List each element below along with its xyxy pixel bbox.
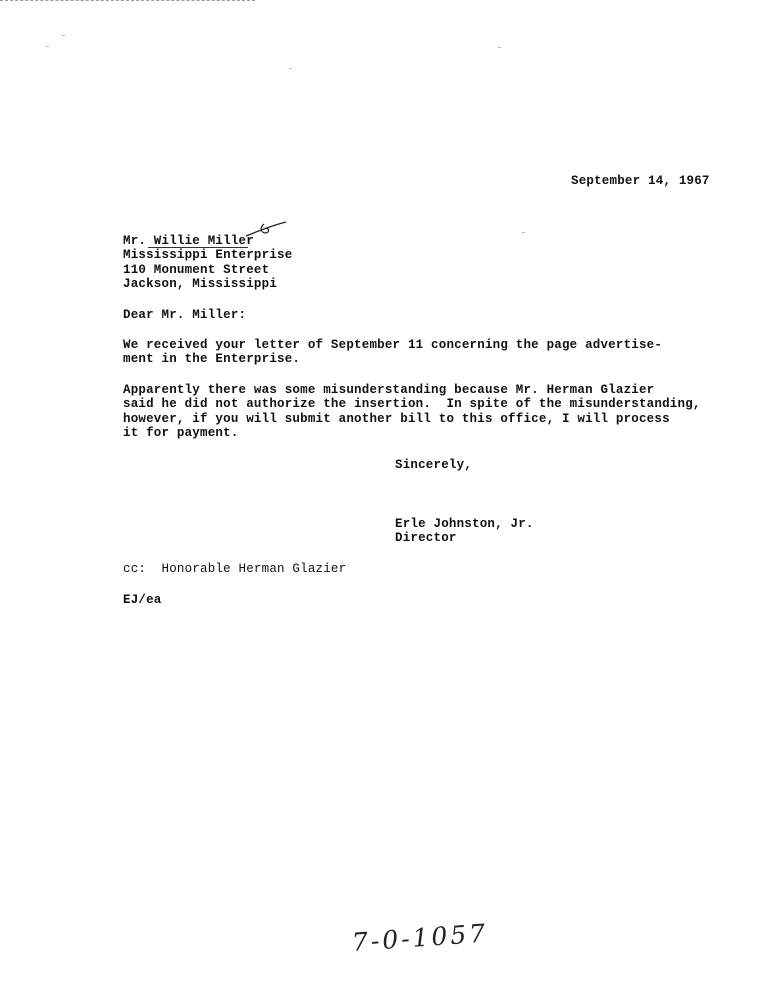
paper-speck <box>62 35 65 36</box>
letter-date: September 14, 1967 <box>571 174 710 188</box>
top-edge-dashes <box>0 0 255 3</box>
paragraph-1-line: We received your letter of September 11 concerning the page advertise- <box>123 338 663 352</box>
signer-name: Erle Johnston, Jr. <box>395 517 534 531</box>
typist-initials: EJ/ea <box>123 593 162 607</box>
paragraph-2-line: Apparently there was some misunderstanding because Mr. Herman Glazier <box>123 383 655 397</box>
salutation: Dear Mr. Miller: <box>123 308 247 322</box>
cc-line: cc: Honorable Herman Glazier <box>123 562 347 576</box>
paragraph-1-line: ment in the Enterprise. <box>123 352 301 366</box>
recipient-street: 110 Monument Street <box>123 263 270 277</box>
paper-speck <box>522 232 525 233</box>
paper-speck <box>46 46 49 47</box>
signer-title: Director <box>395 531 457 545</box>
handwritten-file-number: 7-0-1057 <box>350 918 490 957</box>
recipient-organization: Mississippi Enterprise <box>123 248 293 262</box>
recipient-name: Mr. Willie Miller <box>123 234 254 248</box>
recipient-city: Jackson, Mississippi <box>123 277 278 291</box>
paragraph-2-line: said he did not authorize the insertion. In spite of the misunderstanding, <box>123 397 701 411</box>
closing: Sincerely, <box>395 458 473 472</box>
paragraph-2-line: however, if you will submit another bill to this office, I will process <box>123 412 670 426</box>
paragraph-2-line: it for payment. <box>123 426 239 440</box>
paper-speck <box>289 68 292 69</box>
handwritten-check-mark <box>244 218 290 240</box>
paper-speck <box>498 47 501 48</box>
